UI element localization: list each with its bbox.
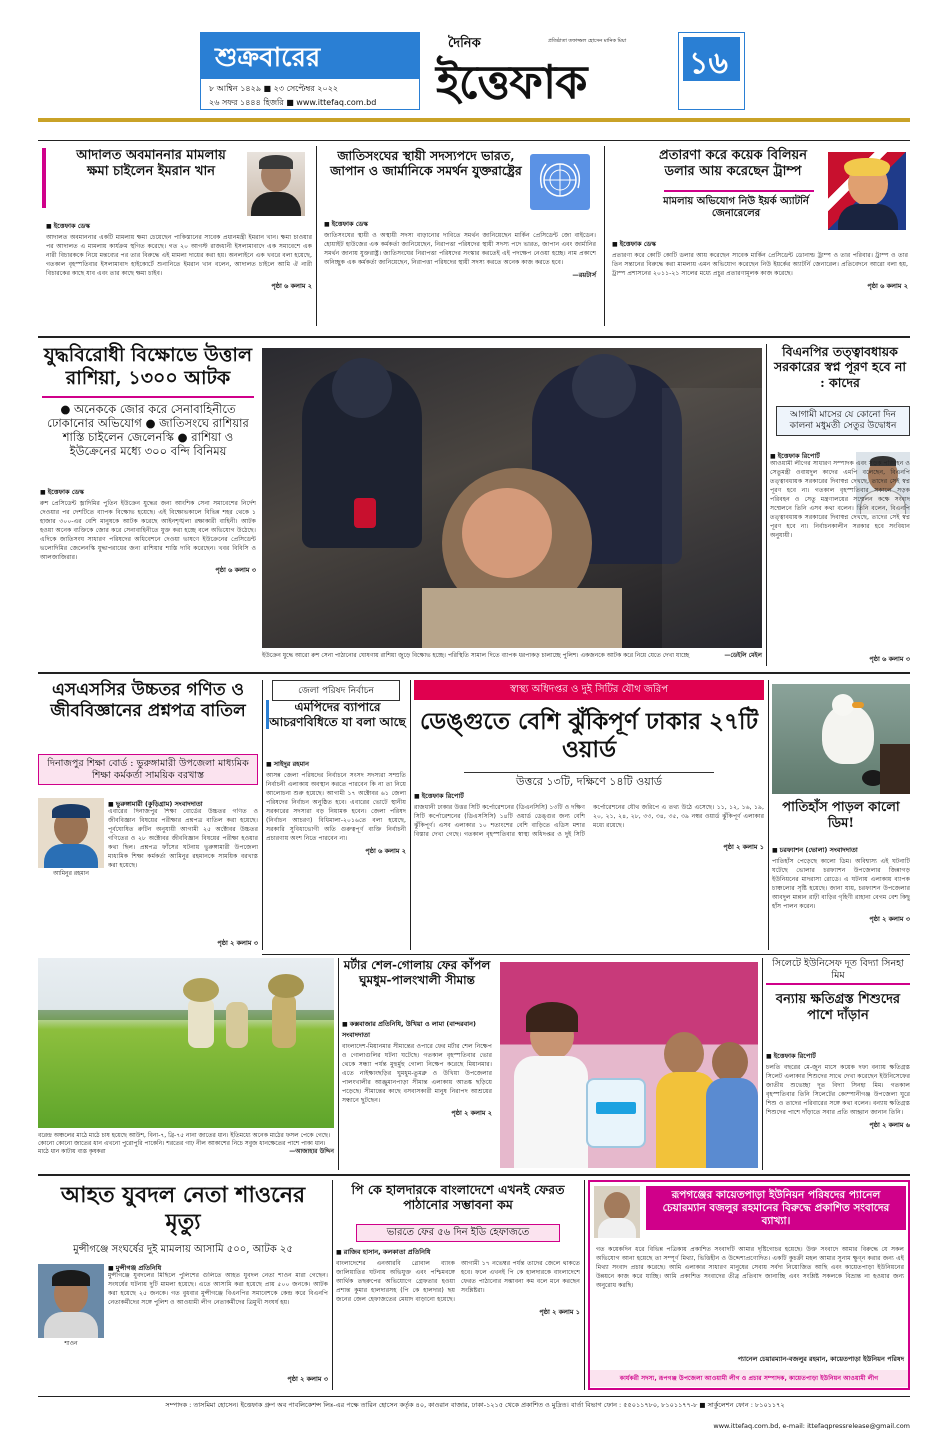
jubodal-subhead: মুন্সীগঞ্জে সংঘর্ষের দুই মামলায় আসামি ৫০০, আটক ২৫ [73, 1244, 293, 1255]
ad-headline: রূপগঞ্জের কায়েতপাড়া ইউনিয়ন পরিষদের প্যানেল চেয়ারম্যান বজলুর রহমানের বিরুদ্ধে প্রকাশিত সংবাদের ব্যাখ্যা। [646, 1186, 906, 1230]
logo-tagline: প্রতিষ্ঠাতা তফাজ্জল হোসেন মানিক মিয়া [548, 38, 627, 44]
russia-continued: পৃষ্ঠা ৬ কলাম ৩ [215, 565, 256, 574]
un-signoff: —রয়টার্স [572, 270, 596, 279]
story-russia [38, 344, 258, 666]
ad-rupganj [588, 1180, 910, 1390]
russia-photo-caption [262, 652, 762, 660]
trump-headline: প্রতারণা করে কয়েক বিলিয়ন ডলার আয় করেছেন ট্রাম্প [659, 148, 807, 179]
story-mim [766, 958, 910, 1170]
ssc-photo-caption: আমিনুর রহমান [53, 870, 89, 877]
russia-byline: ■ ইত্তেফাক ডেস্ক [40, 487, 256, 498]
masthead-rule [38, 118, 910, 122]
story-dengue [414, 680, 764, 950]
story-imran [42, 146, 312, 326]
mim-headline: বন্যায় ক্ষতিগ্রস্ত শিশুদের পাশে দাঁড়ান [775, 992, 901, 1023]
duck-headline: পাতিহাঁস পাড়ল কালো ডিম! [782, 800, 900, 831]
ad-signer: প্যানেল চেয়ারম্যান-বজলুর রহমান, কায়েতপাড়া ইউনিয়ন পরিষদ [737, 1355, 904, 1363]
logo-prefix: দৈনিক [448, 36, 481, 51]
russia-headline: যুদ্ধবিরোধী বিক্ষোভে উত্তাল রাশিয়া, ১৩০০ আটক [43, 344, 253, 390]
section-title: শুক্রবারের [215, 43, 321, 73]
story-trump [608, 146, 910, 326]
myanmar-continued: পৃষ্ঠা ২ কলাম ২ [451, 1108, 492, 1117]
logo-name: ইত্তেফাক [436, 55, 587, 109]
section-box [200, 32, 420, 110]
duck-continued: পৃষ্ঠা ২ কলাম ৩ [869, 914, 910, 923]
story-un [320, 146, 600, 326]
story-quader [770, 344, 910, 666]
story-zila [266, 680, 406, 950]
un-body: জাতিসংঘের স্থায়ী ও অস্থায়ী সদস্য বাড়ানোর দাবিতে সমর্থন জানিয়েছেন মার্কিন প্রেসিডেন্ট জো বাইডেন। হোয়াইট হাউজের এক কর্মকর্তা জানিয়েছেন, নিরাপত্তা পরিষদের স্থায়ী সদস্য পদে ভারত, জাপান এবং জার্মানির সমর্থন জানায় যুক্তরাষ্ট্র। জাতিসংঘের নিরাপত্তা পরিষদের সংস্কার করতেই এই পদক্ষেপ নেওয়া হচ্ছে। নাম প্রকাশে অনিচ্ছুক এক কর্মকর্তা জানিয়েছেন, নিরাপত্তা পরিষদের স্থায়ী সদস্য করতে অনেক কাজ করতে হবে। [324, 232, 596, 266]
un-logo [530, 154, 590, 210]
masthead [200, 32, 745, 112]
ad-body: গত কয়েকদিন ধরে বিভিন্ন পত্রিকায় প্রকাশিত সংবাদটি আমার দৃষ্টিগোচর হয়েছে। উক্ত সংবাদে আমার বিরুদ্ধে যে সকল অভিযোগ আনা হয়েছে তা সম্পূর্ণ মিথ্যা, ভিত্তিহীন ও উদ্দেশ্যপ্রণোদিত। একটি কুচক্রী মহল আমার সুনাম ক্ষুণ্ন করার জন্য এই মিথ্যা সংবাদ প্রচার করেছে। আমি এলাকার সাধারণ মানুষের সেবায় সর্বদা নিয়োজিত আছি এবং কায়েতপাড়া ইউনিয়নের উন্নয়নে কাজ করে যাচ্ছি। আমি প্রকাশিত সংবাদের তীব্র প্রতিবাদ জানাচ্ছি এবং সংশ্লিষ্ট সকলকে বিভ্রান্ত না হওয়ার জন্য অনুরোধ করছি। [596, 1246, 904, 1289]
un-emblem-icon [530, 154, 590, 210]
trump-body: প্রতারণা করে কোটি কোটি ডলার আয় করেছেন সাবেক মার্কিন প্রেসিডেন্ট ডোনাল্ড ট্রাম্প ও তার পরিবার। ট্রাম্প ও তার তিন সন্তানের বিরুদ্ধে করা মামলায় এমন অভিযোগ করেছেন নিউ ইয়র্কের অ্যাটর্নি জেনারেল। প্রতিবেদনে আরো বলা হয়, ট্রাম্প প্রশাসনের ২০১১-২১ সালের মধ্যে প্রচুর প্রতারণামূলক কাজ করেছে। [612, 252, 908, 277]
pk-headline: পি কে হালদারকে বাংলাদেশে এখনই ফেরত পাঠানোর সম্ভাবনা কম [351, 1182, 565, 1213]
zila-kicker: জেলা পরিষদ নির্বাচন [272, 680, 400, 701]
imprint-line-1: সম্পাদক : তাসমিমা হোসেন। ইত্তেফাক গ্রুপ অব পাবলিকেশন্স লিঃ-এর পক্ষে তারিন হোসেন কর্তৃক ৪০, কাওরান বাজার, ঢাকা-১২১৫ থেকে প্রকাশিত ও মুদ্রিত। বার্তা বিভাগ ফোন : ৫৫০১১৭৮০, ৮১০১১৭৭-৮ ■ সার্কুলেশন ফোন : ৮১০১১৭২ [165, 1401, 785, 1409]
ssc-subhead: দিনাজপুর শিক্ষা বোর্ড : ভুরুঙ্গামারী উপজেলা মাধ্যমিক শিক্ষা কর্মকর্তা সাময়িক বরখাস্ত [38, 754, 258, 785]
imran-continued: পৃষ্ঠা ৬ কলাম ২ [271, 281, 312, 290]
imran-photo [247, 152, 305, 216]
dengue-kicker: স্বাস্থ্য অধিদপ্তর ও দুই সিটির যৌথ জরিপ [414, 680, 764, 700]
story-jubodal [38, 1180, 328, 1390]
dengue-headline: ডেঙ্গুতে বেশি ঝুঁকিপূর্ণ ঢাকার ২৭টি ওয়ার্ড [419, 708, 759, 764]
pk-continued: পৃষ্ঠা ২ কলাম ১ [539, 1307, 580, 1316]
ad-footer: কার্যকরী সদস্য, রূপগঞ্জ উপজেলা আওয়ামী লীগ ও প্রচার সম্পাদক, কায়েতপাড়া ইউনিয়ন আওয়ামী লীগ [590, 1370, 908, 1387]
imran-body: আদালত অবমাননার একটি মামলায় ক্ষমা চেয়েছেন পাকিস্তানের সাবেক প্রধানমন্ত্রী ইমরান খান। ক্ষমা চাওয়ার পর আদালত এ মামলায় কার্যক্রম স্থগিত করেছে। গত ২০ আগস্ট রাজধানী ইসলামাবাদে এক সমাবেশে এক নারী বিচারককে নিয়ে মন্তব্যের পর তার বিরুদ্ধে এই মামলা দায়ের করা হয়। অনলাইনে এক খবরে বলা হয়েছে, গতকাল বৃহস্পতিবার ইসলামাবাদ হাইকোর্টে শুনানিতে ইমরান খান বলেন, আদালত চাইলে আমি ঐ নারী বিচারকের কাছে যাব এবং তার কাছে ক্ষমা চাইব। [46, 234, 312, 277]
logo [430, 34, 675, 110]
dengue-subhead: উত্তরে ১৩টি, দক্ষিণে ১৪টি ওয়ার্ড [464, 772, 714, 788]
story-duck [772, 680, 910, 950]
farm-photo [38, 958, 334, 1128]
imprint-line-2: www.ittefaq.com.bd, e-mail: ittefaqpressrelease@gmail.com [713, 1422, 910, 1430]
trump-byline: ■ ইত্তেফাক ডেস্ক [612, 239, 908, 250]
myanmar-body: বাংলাদেশ-মিয়ানমার সীমান্তের ওপারে ফের মর্টার শেল নিক্ষেপ ও গোলাগুলির ঘটনা ঘটেছে। গতকাল বৃহস্পতিবার ভোর থেকে সন্ধ্যা পর্যন্ত মুহুর্মুহু গোলা নিক্ষেপ করেছে মিয়ানমার। এতে নাইক্ষ্যংছড়ির ঘুমধুম-তুমব্রু ও উখিয়া উপজেলার পালংখালীর আঞ্জুমানপাড়া সীমান্ত এলাকায় আতঙ্ক ছড়িয়ে পড়েছে। সীমান্তের কাছে বসবাসকারী মানুষ নিরাপদ আশ্রয়ের সন্ধানে ছুটছেন। [342, 1043, 492, 1104]
dengue-byline: ■ ইত্তেফাক রিপোর্ট [414, 791, 764, 802]
dengue-continued: পৃষ্ঠা ২ কলাম ১ [723, 842, 764, 851]
zila-continued: পৃষ্ঠা ৬ কলাম ২ [365, 846, 406, 855]
duck-body: পাতিহাঁস পেড়েছে কালো ডিম। অবিশ্বাস্য এই ঘটনাটি ঘটেছে ভোলার চরফ্যাশন উপজেলার জিন্নাগড় ইউনিয়নের মাদরাসা রোডে। এ ঘটনায় এলাকায় ব্যাপক চাঞ্চল্যের সৃষ্টি হয়েছে। জানা যায়, চরফ্যাশন উপজেলার আবদুল মান্নান রাঢ়ী বাড়ির গৃহিণী রাহানা বেগম বেশ কিছু হাঁস পালন করেন। [772, 858, 910, 910]
zila-body: আসন্ন জেলা পরিষদের নির্বাচনে সংসদ সদস্যরা সম্প্রতি নির্বাচনী এলাকায় অবস্থান করতে পারবেন কি না তা নিয়ে আলোচনা শুরু হয়েছে। আগামী ১৭ অক্টোবর ৬১ জেলা পরিষদের নির্বাচন অনুষ্ঠিত হবে। এবারের ভোটে স্থানীয় সরকারের সদস্যরা বড় নিয়ামক হবেন। জেলা পরিষদ (নির্বাচন আচরণ) বিধিমালা-২০১৬তে বলা হয়েছে, সরকারি সুবিধাভোগী অতি গুরুত্বপূর্ণ ব্যক্তি নির্বাচনী প্রচারণায় অংশ নিতে পারবেন না। [266, 772, 406, 842]
mim-body: চলতি বছরের মে-জুন মাসে কয়েক দফা বন্যায় ক্ষতিগ্রস্ত সিলেট এলাকার শিশুদের সাথে দেখা করেছেন ইউনিসেফের জাতীয় শুভেচ্ছা দূত বিদ্যা সিনহা মিম। গতকাল বৃহস্পতিবার তিনি সিলেটের কোম্পানীগঞ্জ উপজেলা ঘুরে শিশু ও তাদের পরিবারের সঙ্গে কথা বলেন। বন্যায় ক্ষতিগ্রস্ত শিশুদের পাশে দাঁড়াতে সবার প্রতি আহ্বান জানান তিনি। [766, 1064, 910, 1116]
duck-byline: ■ চরফ্যাশন (ভোলা) সংবাদদাতা [772, 845, 910, 856]
imran-byline: ■ ইত্তেফাক ডেস্ক [46, 221, 312, 232]
farm-caption-credit: —আজাহার উদ্দিন [289, 1148, 334, 1156]
pk-body: বাংলাদেশের এনআরবি গ্লোবাল ব্যাংক জালিয়াতির ঘটনায় অভিযুক্ত এবং পশ্চিমবঙ্গে আর্থিক তছরুপের অভিযোগে গ্রেফতার হওয়া প্রশান্ত কুমার হালদারসহ (পি কে হালদার) ছয় জনের জেল হেফাজতের মেয়াদ বাড়ানো হয়েছে। আগামী ১৭ নভেম্বর পর্যন্ত তাদের জেলে থাকতে হবে। ফলে এখনই পি কে হালদারকে বাংলাদেশে ফেরত পাঠানোর সম্ভাবনা কম বলে মনে করছেন সংশ্লিষ্টরা। [336, 1260, 580, 1303]
unicef-logo-icon [596, 1102, 636, 1114]
myanmar-headline: মর্টার শেল-গোলায় ফের কাঁপল ঘুমধুম-পালংখালী সীমান্ত [343, 958, 491, 987]
jubodal-body: মুন্সীগঞ্জে যুবদলের মিছিলে পুলিশের গুলিতে আহত যুবদল নেতা শাওন মারা গেছেন। সংঘর্ষের ঘটনায় দুটি মামলা হয়েছে। এতে আসামি করা হয়েছে প্রায় ৫০০ জনকে। আটক করা হয়েছে ২৫ জনকে। গত বুধবার মুন্সীগঞ্জে বিএনপির সমাবেশকে কেন্দ্র করে বিএনপি নেতাকর্মীদের সঙ্গে পুলিশ ও আওয়ামী লীগ নেতাকর্মীদের ত্রিমুখী সংঘর্ষ হয়। [108, 1272, 328, 1306]
pk-byline: ■ রাজিব হাসান, কলকাতা প্রতিনিধি [336, 1247, 580, 1258]
dengue-body: রাজধানী ঢাকার উত্তর সিটি কর্পোরেশনের (ডিএনসিসি) ১৩টি ও দক্ষিণ সিটি কর্পোরেশনের (ডিএসসিসি) ১৪টি ওয়ার্ড ডেঙ্গুর জন্য বেশি ঝুঁকিপূর্ণ। এসব এলাকার ১০ শতাংশের বেশি বাড়িতে এডিস মশার বিস্তার দেখা গেছে। গতকাল বৃহস্পতিবার স্বাস্থ্য অধিদপ্তর ও দুই সিটি কর্পোরেশনের যৌথ জরিপে এ তথ্য উঠে এসেছে। ১১, ১২, ১৬, ১৯, ২০, ২১, ২৪, ২৮, ৩৩, ৩৪, ৩৫, ৩৯ নম্বর ওয়ার্ড ঝুঁকিপূর্ণ এলাকার মধ্যে রয়েছে। [414, 804, 764, 838]
mim-kicker: সিলেটে ইউনিসেফ দূত বিদ্যা সিনহা মিম [766, 958, 910, 985]
pk-subhead: ভারতে ফের ৫৬ দিন ইডি হেফাজতে [356, 1224, 560, 1242]
page-number-box [678, 32, 745, 110]
imran-headline: আদালত অবমাননার মামলায় ক্ষমা চাইলেন ইমরান খান [76, 148, 226, 179]
story-pk-halder [336, 1180, 580, 1390]
un-headline: জাতিসংঘের স্থায়ী সদস্যপদে ভারত, জাপান ও জার্মানিকে সমর্থন যুক্তরাষ্ট্রের [330, 148, 522, 179]
quader-subhead: আগামী মাসের যে কোনো দিন কালনা মধুমতী সেতুর উদ্বোধন [776, 406, 910, 436]
mim-continued: পৃষ্ঠা ২ কলাম ৬ [869, 1120, 910, 1129]
jubodal-byline: ■ মুন্সীগঞ্জ প্রতিনিধি [108, 1263, 328, 1274]
ssc-byline: ■ ভুরুঙ্গামারী (কুড়িগ্রাম) সংবাদদাতা [108, 799, 258, 810]
ad-photo [594, 1186, 640, 1238]
mim-byline: ■ ইত্তেফাক রিপোর্ট [766, 1051, 910, 1062]
zila-headline: এমপিদের ব্যাপারে আচরণবিধিতে যা বলা আছে [266, 700, 406, 729]
quader-continued: পৃষ্ঠা ৬ কলাম ৩ [869, 655, 910, 663]
unicef-photo [500, 962, 758, 1168]
duck-photo [772, 684, 910, 794]
quader-body: আওয়ামী লীগের সাধারণ সম্পাদক এবং সড়ক পরিবহন ও সেতুমন্ত্রী ওবায়দুল কাদের এমপি বলেছেন, বিএনপি তত্ত্বাবধায়ক সরকারের দিবাস্বপ্ন দেখছে, তাদের সেই স্বপ্ন পূরণ হবে না। গতকাল বৃহস্পতিবার সকালে সড়ক পরিবহন ও সেতু মন্ত্রণালয়ের সম্মেলন কক্ষে সংবাদ সম্মেলনে তিনি এসব কথা বলেন। তিনি বলেন, বিএনপি তত্ত্বাবধায়ক সরকারের দিবাস্বপ্ন দেখছে, তাদের সেই স্বপ্ন পূরণ হবে না। নির্বাচনকালীন সরকার হবে সংবিধান অনুযায়ী। [770, 460, 910, 539]
quader-headline: বিএনপির তত্ত্বাবধায়ক সরকারের স্বপ্ন পূরণ হবে না : কাদের [773, 344, 907, 390]
ssc-officer-photo [38, 798, 104, 868]
shawon-photo-caption: শাওন [64, 1340, 78, 1347]
ssc-body: এবারের দিনাজপুর শিক্ষা বোর্ডের উচ্চতর গণিত ও জীববিজ্ঞান বিষয়ের পরীক্ষার প্রশ্নপত্র বাতিল করা হয়েছে। পূর্বঘোষিত রুটিন অনুযায়ী আগামী ২৫ অক্টোবর উচ্চতর গণিতের ও ২৮ অক্টোবর জীববিজ্ঞান বিষয়ের পরীক্ষা হওয়ার কথা ছিল। প্রশ্নপত্র ফাঁসের ঘটনায় ভুরুঙ্গামারী উপজেলা মাধ্যমিক শিক্ষা কর্মকর্তা আমিনুর রহমানকে সাময়িক বরখাস্ত করা হয়েছে। [108, 808, 258, 869]
jubodal-headline: আহত যুবদল নেতা শাওনের মৃত্যু [60, 1182, 306, 1235]
zila-byline: ■ সাইদুর রহমান [266, 759, 406, 770]
farm-caption-text: বরেন্দ্র অঞ্চলের মাঠে মাঠে চাষ হয়েছে আউশ, বিনা-৭, ব্রি-৭৫ নানা জাতের ধান। ইতিমধ্যে অনেক মাঠের ফসল পেকে গেছে। কোনো কোনো জাতের ধান এখনো পুরোপুরি পাকেনি। শরতের গাঢ় নীল আকাশের নিচে সবুজ ধানক্ষেতের পাশে পাকা ধান। মাঠে ধান কাটায় ব্যস্ত কৃষকরা [38, 1132, 331, 1156]
page-number: ১৬ [689, 46, 728, 81]
date-line-1: ৮ আশ্বিন ১৪২৯ ■ ২৩ সেপ্টেম্বর ২০২২ [209, 84, 339, 93]
russia-caption-credit: —ডেইলি মেইল [724, 652, 762, 659]
ssc-continued: পৃষ্ঠা ২ কলাম ৩ [217, 939, 258, 947]
trump-subhead: মামলায় অভিযোগ নিউ ইয়র্ক অ্যাটর্নি জেনারেলের [663, 196, 809, 220]
russia-caption-text: ইউক্রেন যুদ্ধে আরো রুশ সেনা পাঠানোর ঘোষণায় রাশিয়া জুড়ে বিক্ষোভ হচ্ছে। পরিস্থিতি সামাল দিতে ব্যাপক ধরপাকড় চালাচ্ছে পুলিশ। একজনকে আটক করে নিয়ে যেতে দেখা যাচ্ছে [262, 652, 690, 659]
date-line-2: ২৬ সফর ১৪৪৪ হিজরি ■ www.ittefaq.com.bd [209, 98, 377, 107]
quader-byline: ■ ইত্তেফাক রিপোর্ট [770, 451, 854, 462]
story-ssc [38, 680, 258, 950]
story-myanmar [342, 958, 492, 1170]
ssc-headline: এসএসসির উচ্চতর গণিত ও জীববিজ্ঞানের প্রশ্নপত্র বাতিল [50, 680, 246, 721]
un-byline: ■ ইত্তেফাক ডেস্ক [324, 219, 596, 230]
shawon-photo [38, 1264, 104, 1338]
farm-caption [38, 1132, 334, 1156]
russia-bullets: ● অনেককে জোর করে সেনাবাহিনীতে ঢোকানোর অভিযোগ ● জাতিসংঘে রাশিয়ার শাস্তি চাইলেন জেলেনস্কি ● রাশিয়া ও ইউক্রেনের মধ্যে ৩০০ বন্দি বিনিময় [47, 402, 249, 459]
russia-body: রুশ প্রেসিডেন্ট ভ্লাদিমির পুতিন ইউক্রেন যুদ্ধের জন্য আংশিক সেনা সমাবেশের নির্দেশ দেওয়ার পর দেশটিতে ব্যাপক বিক্ষোভ হয়েছে। এই বিক্ষোভকালে বিভিন্ন শহর থেকে ১ হাজার ৩০০-এর বেশি মানুষকে আটক করেছে আইনশৃঙ্খলা রক্ষাকারী বাহিনী। আটক হওয়া অনেক ব্যক্তিকে জোর করে সেনাবাহিনীতে যুক্ত করা হচ্ছে বলে অভিযোগ উঠেছে। এদিকে জাতিসংঘ সাধারণ পরিষদের অধিবেশনে দেওয়া ভাষণে ইউক্রেনের প্রেসিডেন্ট ভলোদিমির জেলেনস্কি যুদ্ধাপরাধের জন্য রাশিয়ার শাস্তি দাবি করেছেন। খবর বিবিসি ও আলজাজিরার। [40, 500, 256, 561]
russia-protest-photo [262, 348, 762, 648]
myanmar-byline: ■ কক্সবাজার প্রতিনিধি, উখিয়া ও লামা (বান্দরবান) সংবাদদাতা [342, 1019, 492, 1041]
trump-photo [828, 152, 906, 230]
trump-continued: পৃষ্ঠা ৬ কলাম ২ [867, 281, 908, 290]
jubodal-continued: পৃষ্ঠা ২ কলাম ৩ [287, 1375, 328, 1383]
